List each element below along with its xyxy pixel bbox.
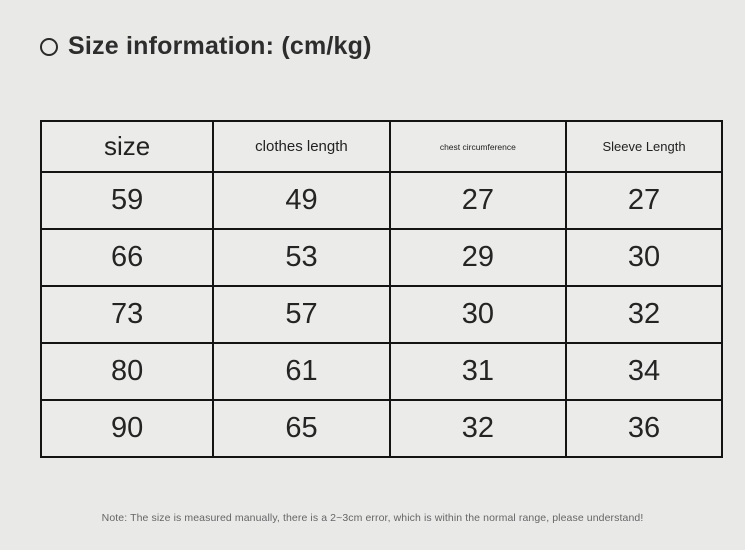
- cell-size: 80: [41, 343, 213, 400]
- cell-sleeve: 30: [566, 229, 722, 286]
- cell-size: 66: [41, 229, 213, 286]
- table-row: [41, 229, 722, 286]
- cell-chest: 30: [390, 286, 566, 343]
- cell-length: 61: [213, 343, 389, 400]
- header-chest-circumference: chest circumference: [390, 121, 566, 172]
- size-table-header: [41, 121, 722, 172]
- cell-size: 73: [41, 286, 213, 343]
- cell-length: 49: [213, 172, 389, 229]
- cell-sleeve: 34: [566, 343, 722, 400]
- cell-chest: 32: [390, 400, 566, 457]
- size-table-body: [41, 172, 722, 457]
- circle-bullet-icon: [40, 38, 58, 56]
- cell-length: 57: [213, 286, 389, 343]
- cell-size: 59: [41, 172, 213, 229]
- page-title: [40, 32, 372, 61]
- size-table: [40, 120, 723, 458]
- cell-chest: 29: [390, 229, 566, 286]
- table-row: [41, 172, 722, 229]
- cell-size: 90: [41, 400, 213, 457]
- header-sleeve-length: Sleeve Length: [566, 121, 722, 172]
- measurement-note: Note: The size is measured manually, there is a 2~3cm error, which is within the normal range, please understand!: [101, 512, 644, 524]
- cell-chest: 27: [390, 172, 566, 229]
- cell-sleeve: 32: [566, 286, 722, 343]
- page-title-text: Size information: (cm/kg): [68, 32, 372, 60]
- cell-sleeve: 36: [566, 400, 722, 457]
- table-header-row: [41, 121, 722, 172]
- header-clothes-length: clothes length: [213, 121, 389, 172]
- table-row: [41, 286, 722, 343]
- header-size: size: [41, 121, 213, 172]
- cell-sleeve: 27: [566, 172, 722, 229]
- table-row: [41, 343, 722, 400]
- cell-chest: 31: [390, 343, 566, 400]
- cell-length: 53: [213, 229, 389, 286]
- cell-length: 65: [213, 400, 389, 457]
- table-row: [41, 400, 722, 457]
